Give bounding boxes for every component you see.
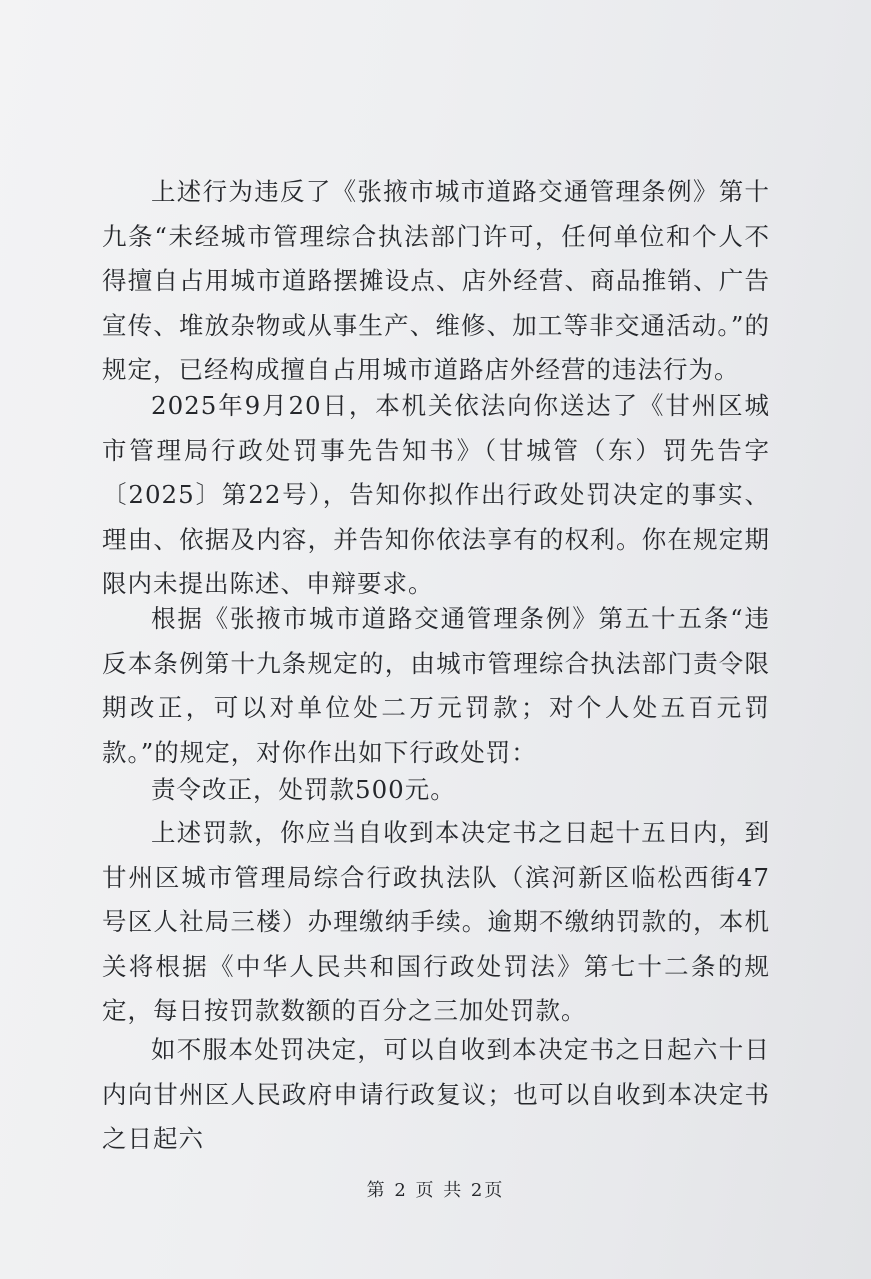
paragraph-appeal: 如不服本处罚决定，可以自收到本决定书之日起六十日内向甘州区人民政府申请行政复议；也可以自收到本决定书之日起六: [102, 1035, 770, 1153]
paragraph-payment: 上述罚款，你应当自收到本决定书之日起十五日内，到甘州区城市管理局综合行政执法队（滨河新区临松西街47号区人社局三楼）办理缴纳手续。逾期不缴纳罚款的，本机关将根据《中华人民共和国行政处罚法》第七十二条的规定，每日按罚款数额的百分之三加处罚款。: [102, 818, 770, 1025]
paragraph-basis: 根据《张掖市城市道路交通管理条例》第五十五条“违反本条例第十九条规定的，由城市管理综合执法部门责令限期改正，可以对单位处二万元罚款；对个人处五百元罚款。”的规定，对你作出如下行政处罚：: [102, 604, 770, 767]
paragraph-penalty: 责令改正，处罚款500元。: [151, 775, 456, 804]
page-number-footer: 第 2 页 共 2页: [366, 1180, 505, 1201]
paragraph-notice: 2025年9月20日，本机关依法向你送达了《甘州区城市管理局行政处罚事先告知书》（甘城管（东）罚先告字〔2025〕第22号），告知你拟作出行政处罚决定的事实、理由、依据及内容，并告知你依法享有的权利。你在规定期限内未提出陈述、申辩要求。: [102, 391, 770, 598]
paragraph-violation: 上述行为违反了《张掖市城市道路交通管理条例》第十九条“未经城市管理综合执法部门许可，任何单位和个人不得擅自占用城市道路摆摊设点、店外经营、商品推销、广告宣传、堆放杂物或从事生产、维修、加工等非交通活动。”的规定，已经构成擅自占用城市道路店外经营的违法行为。: [102, 177, 770, 384]
